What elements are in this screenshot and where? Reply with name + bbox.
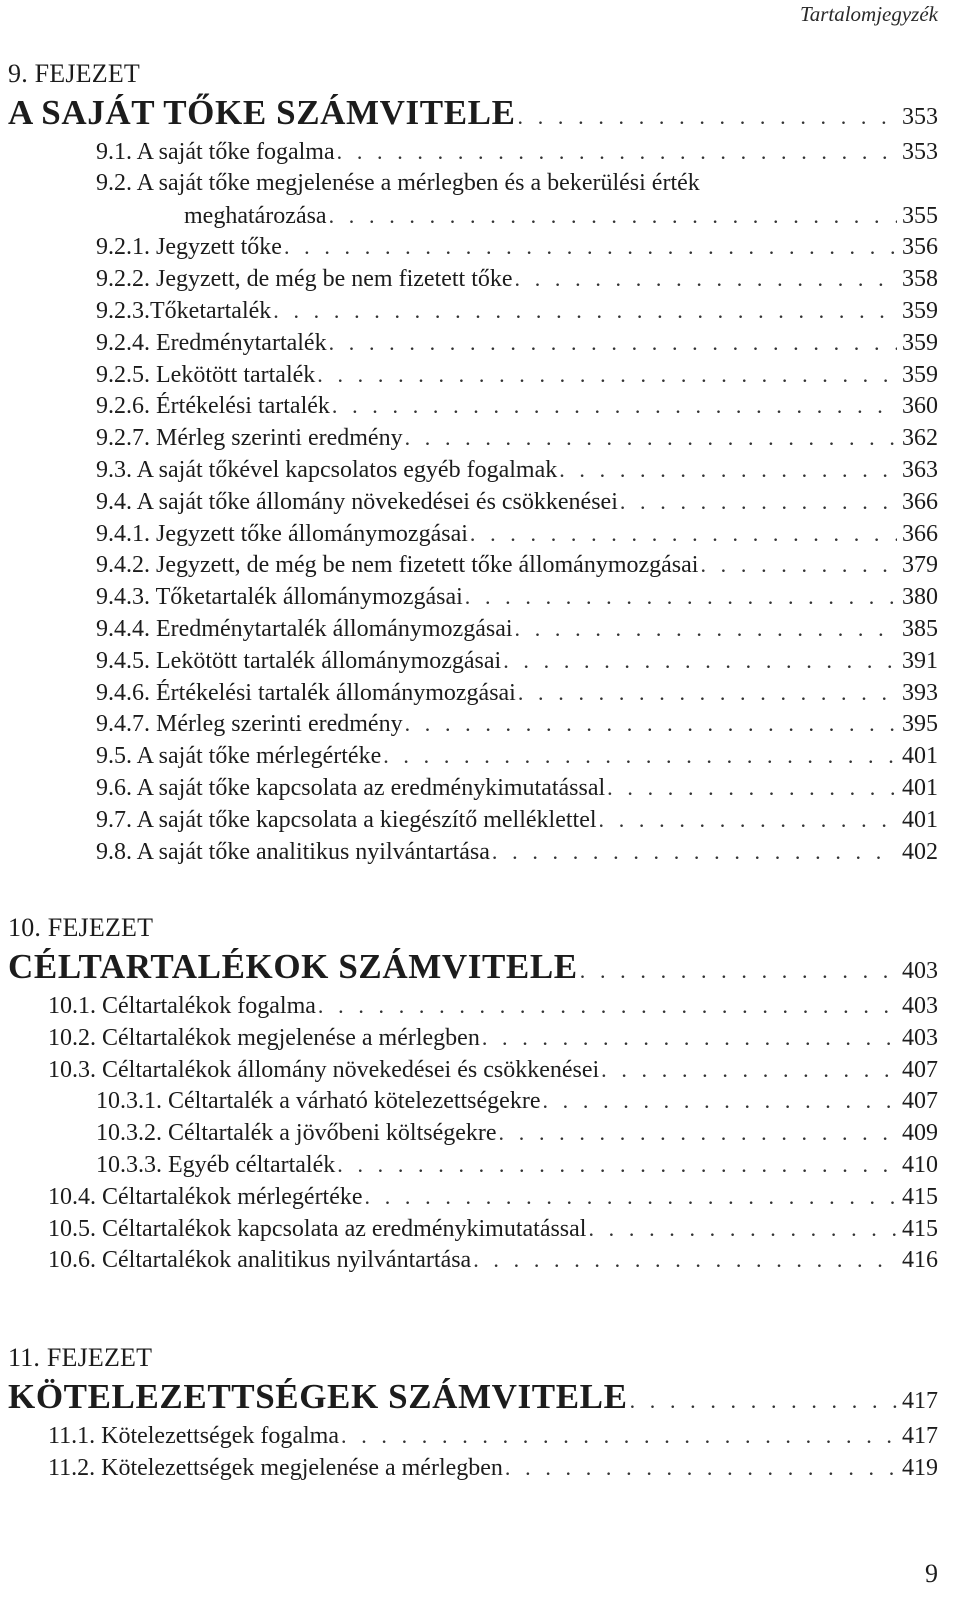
entry-label: 10.3.2. Céltartalék a jövőbeni költségekre	[96, 1120, 497, 1147]
entry-label: 9.2.2. Jegyzett, de még be nem fizetett tőke	[96, 266, 513, 293]
page-number: 407	[902, 1088, 938, 1115]
entry-label: 9.4.7. Mérleg szerinti eredmény	[96, 711, 403, 738]
page-number: 380	[902, 584, 938, 611]
dot-leader	[365, 1181, 897, 1213]
dot-leader	[515, 263, 897, 295]
page-number: 403	[902, 958, 938, 984]
toc-entry[interactable]	[96, 645, 938, 677]
chapter-title-row[interactable]	[8, 90, 938, 136]
chapter-label: 9. FEJEZET	[8, 59, 140, 88]
entry-label: 9.4. A saját tőke állomány növekedései és csökkenései	[96, 488, 618, 515]
dot-leader	[518, 94, 897, 140]
toc-entry[interactable]	[96, 772, 938, 804]
entry-label: 10.2. Céltartalékok megjelenése a mérlegben	[48, 1024, 480, 1051]
dot-leader	[329, 327, 897, 359]
entry-label: 9.2.3.Tőketartalék	[96, 297, 272, 324]
page-number: 402	[902, 838, 938, 865]
dot-leader	[332, 390, 897, 422]
chapter-11	[8, 1342, 938, 1484]
chapter-title: A SAJÁT TŐKE SZÁMVITELE	[8, 93, 516, 132]
toc-entry[interactable]	[48, 1181, 938, 1213]
entry-label: 9.6. A saját tőke kapcsolata az eredménykimutatással	[96, 774, 606, 801]
page-folio: 9	[925, 1559, 938, 1588]
page-number: 362	[902, 425, 938, 452]
dot-leader	[470, 518, 897, 550]
page-number: 393	[902, 679, 938, 706]
chapter-label: 10. FEJEZET	[8, 913, 154, 942]
dot-leader	[499, 1117, 897, 1149]
dot-leader	[620, 486, 897, 518]
toc-entry[interactable]	[96, 168, 938, 200]
dot-leader	[518, 677, 897, 709]
entry-label: 9.4.1. Jegyzett tőke állománymozgásai	[96, 520, 468, 547]
toc-entry[interactable]	[96, 327, 938, 359]
entry-label: 9.4.5. Lekötött tartalék állománymozgásai	[96, 647, 502, 674]
page-number: 415	[902, 1215, 938, 1242]
chapter-title-row[interactable]	[8, 944, 938, 990]
toc-entry[interactable]	[48, 1452, 938, 1484]
page-number: 379	[902, 552, 938, 579]
dot-leader	[601, 1054, 897, 1086]
toc-entry[interactable]	[48, 1244, 938, 1276]
toc-entry[interactable]	[96, 263, 938, 295]
chapter-10	[8, 912, 938, 1276]
page-number: 385	[902, 615, 938, 642]
page-number: 356	[902, 234, 938, 261]
page-number: 415	[902, 1183, 938, 1210]
entry-label: 10.3.1. Céltartalék a várható kötelezettségekre	[96, 1088, 541, 1115]
page-number: 359	[902, 361, 938, 388]
toc-entry[interactable]	[96, 136, 938, 168]
toc-entry[interactable]	[48, 1117, 938, 1149]
toc-entry[interactable]	[96, 231, 938, 263]
toc-entry[interactable]	[48, 1213, 938, 1245]
entry-label: 10.6. Céltartalékok analitikus nyilvántartása	[48, 1247, 472, 1274]
entry-label: 11.2. Kötelezettségek megjelenése a mérlegben	[48, 1454, 503, 1481]
toc-entry[interactable]	[96, 518, 938, 550]
page-number: 366	[902, 520, 938, 547]
page-number: 416	[902, 1247, 938, 1274]
dot-leader	[599, 804, 897, 836]
chapter-title: KÖTELEZETTSÉGEK SZÁMVITELE	[8, 1377, 628, 1416]
entry-label: 10.5. Céltartalékok kapcsolata az eredménykimutatással	[48, 1215, 587, 1242]
page-number: 360	[902, 393, 938, 420]
dot-leader	[318, 990, 897, 1022]
dot-leader	[329, 200, 897, 232]
toc-entry[interactable]	[96, 549, 938, 581]
dot-leader	[542, 1085, 897, 1117]
entry-label: 9.5. A saját tőke mérlegértéke	[96, 743, 382, 770]
toc-entry[interactable]	[96, 581, 938, 613]
entry-label: 9.4.2. Jegyzett, de még be nem fizetett tőke állománymozgásai	[96, 552, 699, 579]
page-number: 419	[902, 1454, 938, 1481]
dot-leader	[588, 1213, 897, 1245]
page-number: 403	[902, 1024, 938, 1051]
entry-label: 9.7. A saját tőke kapcsolata a kiegészítő melléklettel	[96, 806, 597, 833]
toc-entry[interactable]	[96, 804, 938, 836]
dot-leader	[337, 136, 897, 168]
entry-label: 9.2.6. Értékelési tartalék	[96, 393, 330, 420]
page-number: 359	[902, 297, 938, 324]
dot-leader	[505, 1452, 897, 1484]
page-number: 403	[902, 993, 938, 1019]
entry-label: 9.3. A saját tőkével kapcsolatos egyéb fogalmak	[96, 456, 558, 483]
entry-label: 9.2.4. Eredménytartalék	[96, 329, 327, 356]
entry-label: 9.4.6. Értékelési tartalék állománymozgásai	[96, 679, 516, 706]
toc-entry[interactable]	[48, 990, 938, 1022]
entry-label: meghatározása	[184, 202, 327, 229]
dot-leader	[383, 740, 897, 772]
toc-entry[interactable]	[96, 836, 938, 868]
toc-entry[interactable]	[48, 1054, 938, 1086]
toc-entry[interactable]	[96, 295, 938, 327]
page-number: 366	[902, 488, 938, 515]
dot-leader	[341, 1420, 897, 1452]
chapter-title: CÉLTARTALÉKOK SZÁMVITELE	[8, 947, 578, 986]
page-number: 355	[902, 202, 938, 229]
chapter-title-row[interactable]	[8, 1374, 938, 1420]
dot-leader	[273, 295, 897, 327]
toc-entry[interactable]	[96, 613, 938, 645]
toc-entry[interactable]	[96, 390, 938, 422]
toc-entry[interactable]	[96, 708, 938, 740]
entry-label: 10.3.3. Egyéb céltartalék	[96, 1151, 336, 1178]
page-number: 401	[902, 743, 938, 770]
dot-leader	[482, 1022, 897, 1054]
toc-entry[interactable]	[96, 740, 938, 772]
entry-label: 9.4.3. Tőketartalék állománymozgásai	[96, 584, 463, 611]
page-number: 407	[902, 1056, 938, 1083]
chapter-9	[8, 58, 938, 867]
page-number: 401	[902, 806, 938, 833]
toc-entry-continuation[interactable]	[96, 200, 938, 232]
entry-label: 9.2. A saját tőke megjelenése a mérlegben és a bekerülési érték	[96, 169, 700, 196]
dot-leader	[515, 613, 897, 645]
running-head: Tartalomjegyzék	[799, 2, 938, 26]
page-number: 417	[902, 1423, 938, 1449]
dot-leader	[492, 836, 897, 868]
dot-leader	[607, 772, 897, 804]
page-number: 395	[902, 711, 938, 738]
page-number: 363	[902, 456, 938, 483]
page-number: 391	[902, 647, 938, 674]
chapter-label: 11. FEJEZET	[8, 1343, 153, 1372]
page-number: 353	[902, 139, 938, 165]
entry-label: 9.2.7. Mérleg szerinti eredmény	[96, 425, 403, 452]
dot-leader	[473, 1244, 897, 1276]
page-number: 359	[902, 329, 938, 356]
toc-entry[interactable]	[48, 1149, 938, 1181]
page-number: 409	[902, 1120, 938, 1147]
entry-label: 9.4.4. Eredménytartalék állománymozgásai	[96, 615, 513, 642]
toc-entry[interactable]	[48, 1085, 938, 1117]
entry-label: 9.2.1. Jegyzett tőke	[96, 234, 282, 261]
entry-label: 9.1. A saját tőke fogalma	[96, 139, 335, 165]
page-number: 417	[902, 1388, 938, 1414]
dot-leader	[317, 359, 897, 391]
dot-leader	[465, 581, 897, 613]
toc-entry[interactable]	[96, 359, 938, 391]
dot-leader	[284, 231, 897, 263]
dot-leader	[580, 948, 897, 994]
toc-entry[interactable]	[96, 677, 938, 709]
page-number: 410	[902, 1151, 938, 1178]
page-number: 401	[902, 774, 938, 801]
dot-leader	[503, 645, 897, 677]
entry-label: 9.8. A saját tőke analitikus nyilvántartása	[96, 838, 490, 865]
dot-leader	[405, 708, 897, 740]
toc-entry[interactable]	[48, 1022, 938, 1054]
entry-label: 9.2.5. Lekötött tartalék	[96, 361, 316, 388]
dot-leader	[337, 1149, 897, 1181]
toc-entry[interactable]	[96, 454, 938, 486]
dot-leader	[630, 1378, 897, 1424]
toc-entry[interactable]	[48, 1420, 938, 1452]
dot-leader	[700, 549, 897, 581]
entry-label: 10.4. Céltartalékok mérlegértéke	[48, 1183, 363, 1210]
dot-leader	[405, 422, 897, 454]
entry-label: 11.1. Kötelezettségek fogalma	[48, 1423, 339, 1449]
entry-label: 10.1. Céltartalékok fogalma	[48, 993, 316, 1019]
page-number: 353	[902, 104, 938, 130]
toc-entry[interactable]	[96, 422, 938, 454]
page-number: 358	[902, 266, 938, 293]
toc-entry[interactable]	[96, 486, 938, 518]
dot-leader	[559, 454, 897, 486]
entry-label: 10.3. Céltartalékok állomány növekedései és csökkenései	[48, 1056, 600, 1083]
